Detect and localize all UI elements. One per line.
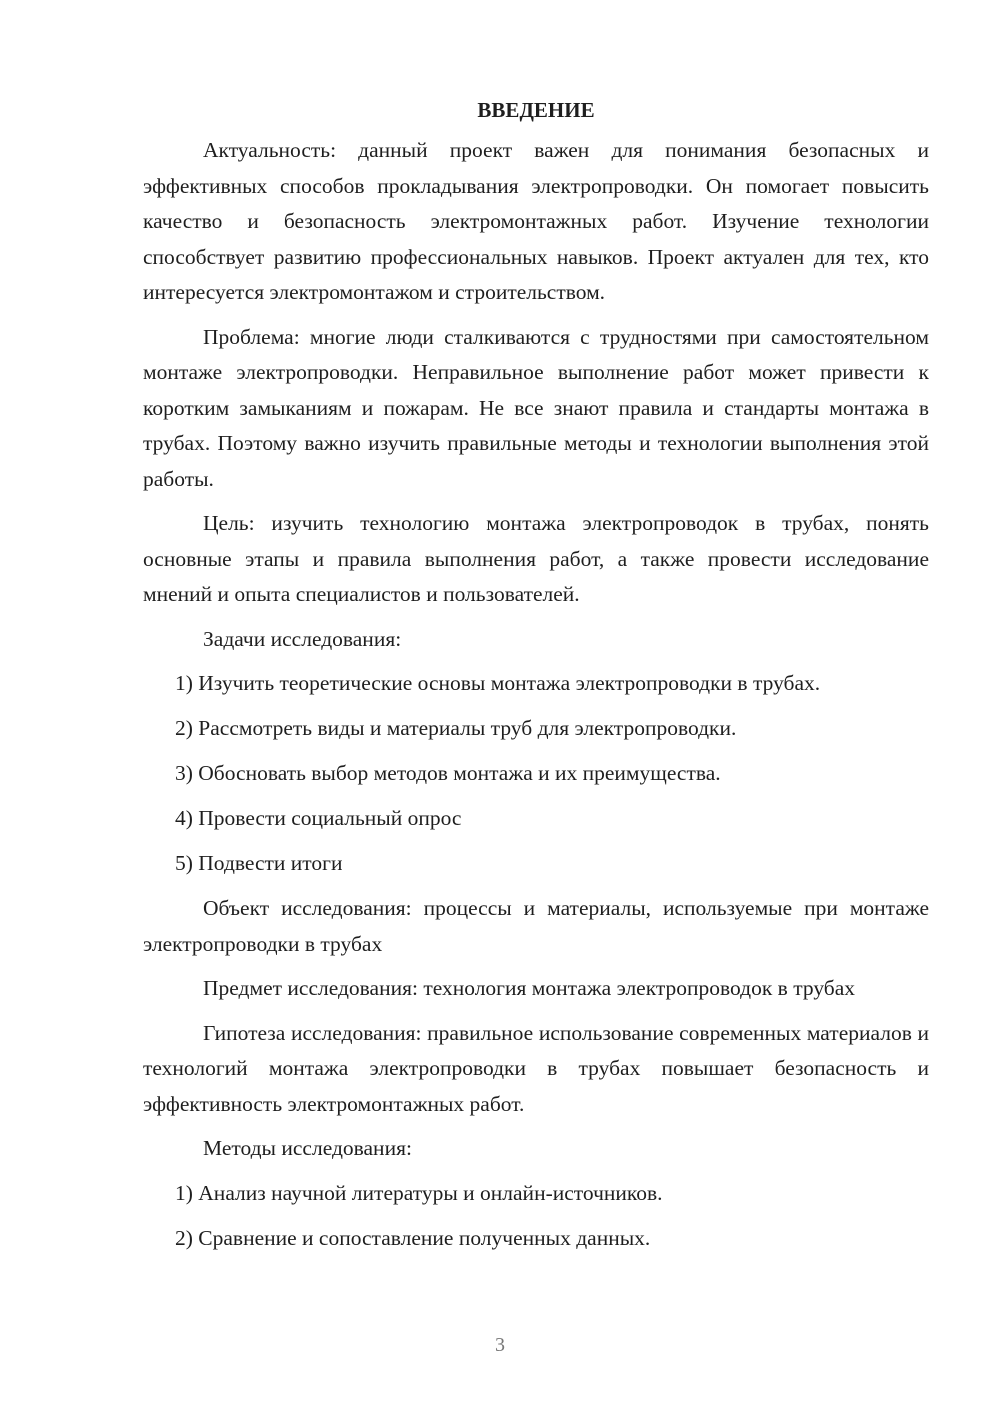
list-item: 3) Обосновать выбор методов монтажа и их преимущества. <box>175 761 721 785</box>
list-item: 2) Сравнение и сопоставление полученных данных. <box>175 1225 651 1250</box>
goal-paragraph: Цель: изучить технологию монтажа электропроводок в трубах, понять основные этапы и правила выполнения работ, а также провести исследование мнений и опыта специалистов и пользователей. <box>143 511 929 606</box>
list-item: 4) Провести социальный опрос <box>175 806 462 830</box>
list-item: 1) Изучить теоретические основы монтажа электропроводки в трубах. <box>175 671 821 695</box>
section-title: ВВЕДЕНИЕ <box>477 98 595 122</box>
list-item: 5) Подвести итоги <box>175 851 343 875</box>
problem-paragraph: Проблема: многие люди сталкиваются с трудностями при самостоятельном монтаже электропроводки. Неправильное выполнение работ может привести к коротким замыканиям и пожарам. Не все знают правила и стандарты монтажа в трубах. Поэтому важно изучить правильные методы и технологии выполнения этой работы. <box>143 324 929 491</box>
page-content <box>143 95 929 1266</box>
list-item: 1) Анализ научной литературы и онлайн-источников. <box>175 1180 663 1205</box>
tasks-list <box>143 666 929 882</box>
methods-heading: Методы исследования: <box>203 1136 412 1160</box>
page-number: 3 <box>495 1334 505 1356</box>
methods-list <box>143 1176 929 1257</box>
subject-paragraph: Предмет исследования: технология монтажа электропроводок в трубах <box>203 976 856 1000</box>
hypothesis-paragraph: Гипотеза исследования: правильное использование современных материалов и технологий монтажа электропроводки в трубах повышает безопасность и эффективность электромонтажных работ. <box>143 1020 929 1116</box>
object-paragraph: Объект исследования: процессы и материалы, используемые при монтаже электропроводки в трубах <box>143 896 929 956</box>
list-item: 2) Рассмотреть виды и материалы труб для электропроводки. <box>175 716 737 740</box>
tasks-heading: Задачи исследования: <box>203 626 402 651</box>
relevance-paragraph: Актуальность: данный проект важен для понимания безопасных и эффективных способов прокладывания электропроводки. Он помогает повысить качество и безопасность электромонтажных работ. Изучение технологии способствует развитию профессиональных навыков. Проект актуален для тех, кто интересуется электромонтажом и строительством. <box>143 138 929 304</box>
